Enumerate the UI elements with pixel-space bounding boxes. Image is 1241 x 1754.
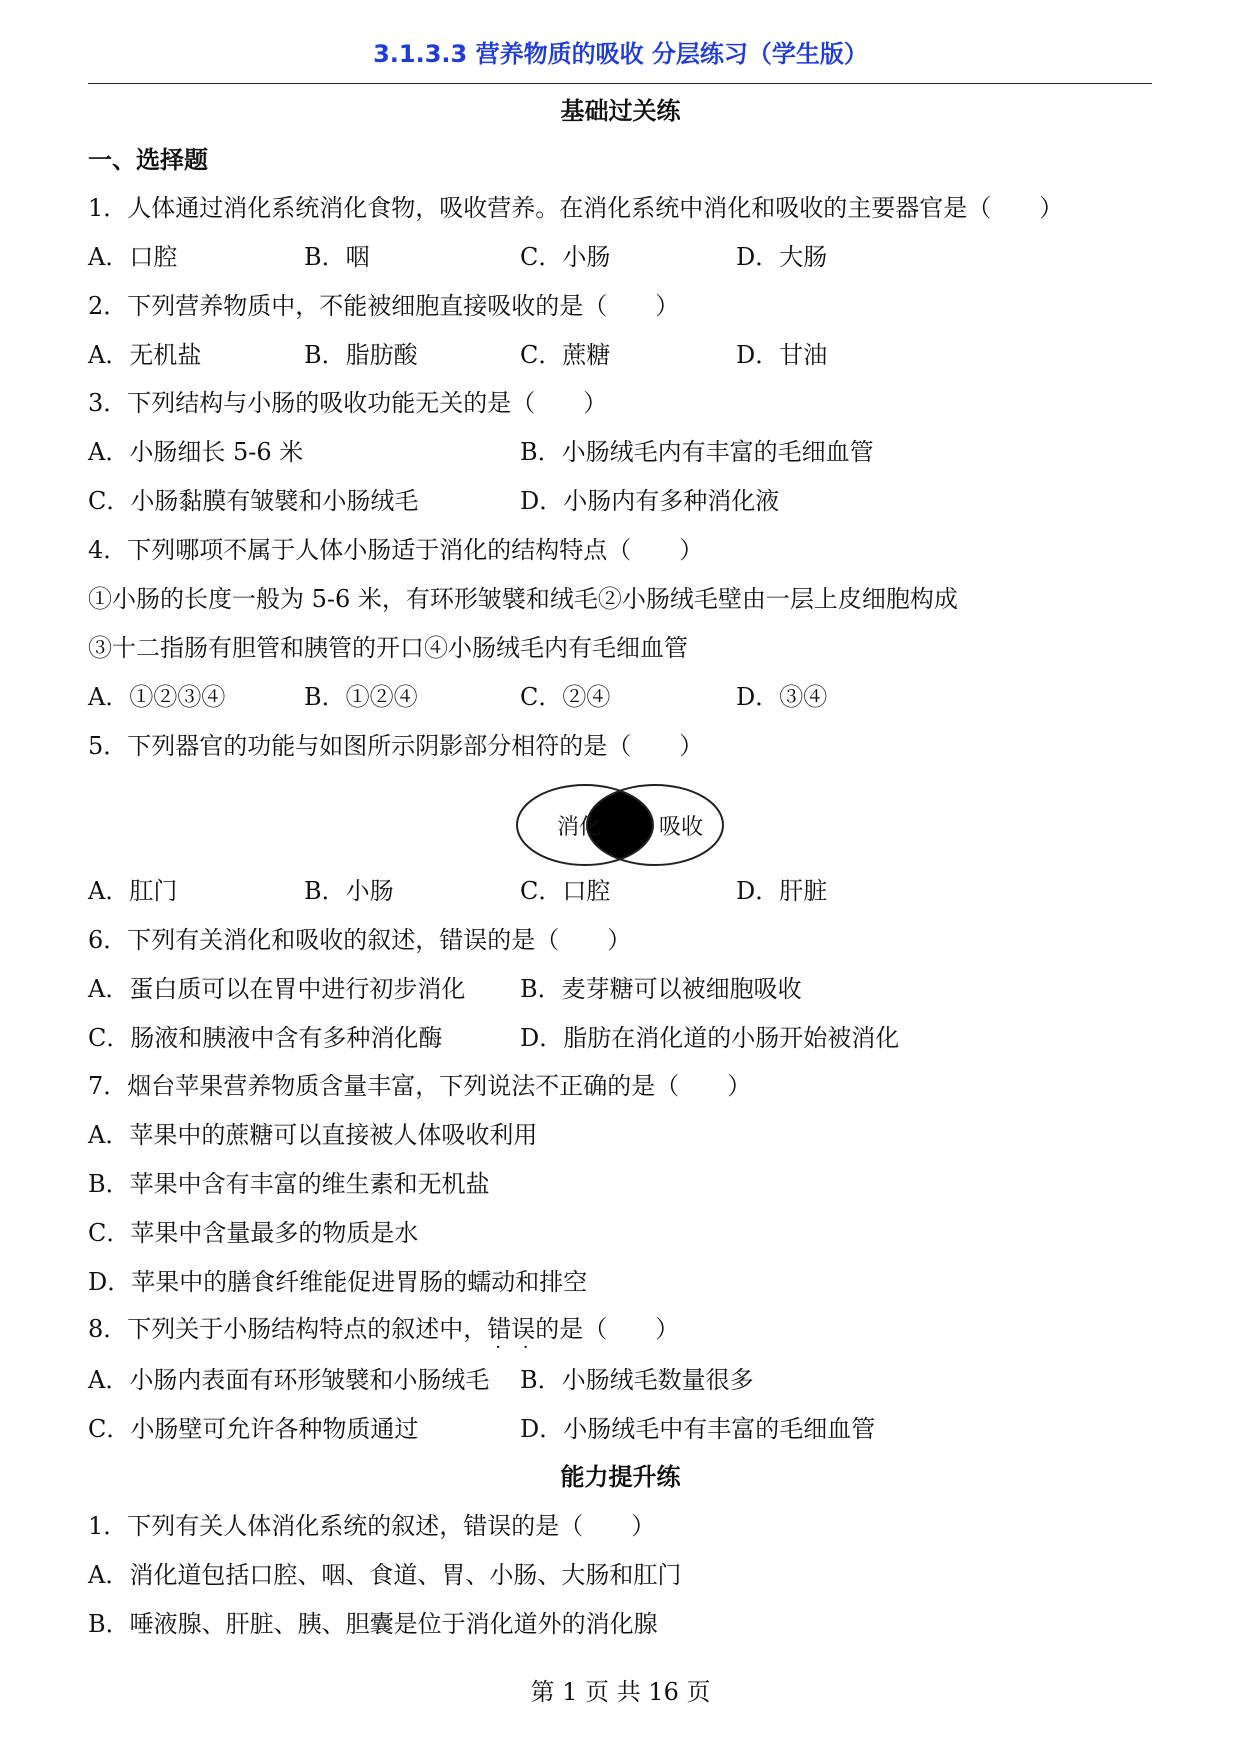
page-title: 3.1.3.3 营养物质的吸收 分层练习（学生版）: [373, 40, 868, 68]
q5-option-a: A．肛门: [88, 877, 178, 905]
q4-option-c: C．②④: [520, 683, 611, 711]
q6-option-a: A．蛋白质可以在胃中进行初步消化: [88, 975, 466, 1003]
q5-stem: 5．下列器官的功能与如图所示阴影部分相符的是（ ）: [88, 732, 704, 760]
section-advanced: 能力提升练: [560, 1463, 681, 1491]
q4-statement-1: ①小肠的长度一般为 5-6 米，有环形皱襞和绒毛②小肠绒毛壁由一层上皮细胞构成: [88, 585, 958, 613]
q8-stem: [88, 1314, 679, 1344]
venn-label-right: 吸收: [659, 815, 704, 840]
adv1-stem: 1．下列有关人体消化系统的叙述，错误的是（ ）: [88, 1512, 656, 1540]
adv1-option-b: B．唾液腺、肝脏、胰、胆囊是位于消化道外的消化腺: [88, 1610, 658, 1638]
q2-option-a: A．无机盐: [88, 341, 202, 369]
q8-option-a: A．小肠内表面有环形皱襞和小肠绒毛: [88, 1366, 490, 1394]
q2-option-c: C．蔗糖: [520, 341, 611, 369]
section-basic: 基础过关练: [560, 97, 681, 125]
q5-option-d: D．肝脏: [736, 877, 828, 905]
q3-option-b: B．小肠绒毛内有丰富的毛细血管: [520, 438, 874, 466]
q7-option-b: B．苹果中含有丰富的维生素和无机盐: [88, 1170, 490, 1198]
q8-option-c: C．小肠壁可允许各种物质通过: [88, 1415, 419, 1443]
q4-option-d: D．③④: [736, 683, 828, 711]
q6-option-b: B．麦芽糖可以被细胞吸收: [520, 975, 802, 1003]
q7-option-a: A．苹果中的蔗糖可以直接被人体吸收利用: [88, 1121, 538, 1149]
q4-statement-2: ③十二指肠有胆管和胰管的开口④小肠绒毛内有毛细血管: [88, 634, 688, 662]
q6-option-c: C．肠液和胰液中含有多种消化酶: [88, 1024, 443, 1052]
q8-option-d: D．小肠绒毛中有丰富的毛细血管: [520, 1415, 876, 1443]
venn-label-left: 消化: [557, 815, 602, 840]
adv1-option-a: A．消化道包括口腔、咽、食道、胃、小肠、大肠和肛门: [88, 1561, 682, 1589]
q1-option-a: A．口腔: [88, 243, 178, 271]
q7-option-c: C．苹果中含量最多的物质是水: [88, 1219, 419, 1247]
q7-stem: 7．烟台苹果营养物质含量丰富，下列说法不正确的是（ ）: [88, 1072, 752, 1100]
q1-stem: 1．人体通过消化系统消化食物，吸收营养。在消化系统中消化和吸收的主要器官是（ ）: [88, 194, 1064, 222]
q5-option-c: C．口腔: [520, 877, 611, 905]
q4-option-b: B．①②④: [304, 683, 418, 711]
q2-stem: 2．下列营养物质中，不能被细胞直接吸收的是（ ）: [88, 292, 680, 320]
q1-option-d: D．大肠: [736, 243, 828, 271]
q8-stem-post: 的是（ ）: [535, 1315, 680, 1343]
q3-stem: 3．下列结构与小肠的吸收功能无关的是（ ）: [88, 389, 608, 417]
q4-stem: 4．下列哪项不属于人体小肠适于消化的结构特点（ ）: [88, 536, 704, 564]
q8-stem-emphasis: 错误 · ·: [487, 1315, 535, 1343]
q3-option-d: D．小肠内有多种消化液: [520, 487, 780, 515]
q8-option-b: B．小肠绒毛数量很多: [520, 1366, 754, 1394]
q5-option-b: B．小肠: [304, 877, 394, 905]
q3-option-a: A．小肠细长 5-6 米: [88, 438, 304, 466]
q1-option-b: B．咽: [304, 243, 370, 271]
q8-stem-pre: 8．下列关于小肠结构特点的叙述中，: [88, 1315, 488, 1343]
page-number: 第 1 页 共 16 页: [530, 1678, 711, 1706]
q3-option-c: C．小肠黏膜有皱襞和小肠绒毛: [88, 487, 419, 515]
q6-stem: 6．下列有关消化和吸收的叙述，错误的是（ ）: [88, 926, 632, 954]
q1-option-c: C．小肠: [520, 243, 611, 271]
q6-option-d: D．脂肪在消化道的小肠开始被消化: [520, 1024, 900, 1052]
q2-option-d: D．甘油: [736, 341, 828, 369]
q7-option-d: D．苹果中的膳食纤维能促进胃肠的蠕动和排空: [88, 1268, 588, 1296]
header-rule: [88, 83, 1152, 84]
section-choice: 一、选择题: [88, 146, 208, 174]
q4-option-a: A．①②③④: [88, 683, 226, 711]
q2-option-b: B．脂肪酸: [304, 341, 418, 369]
venn-diagram: [515, 782, 725, 868]
